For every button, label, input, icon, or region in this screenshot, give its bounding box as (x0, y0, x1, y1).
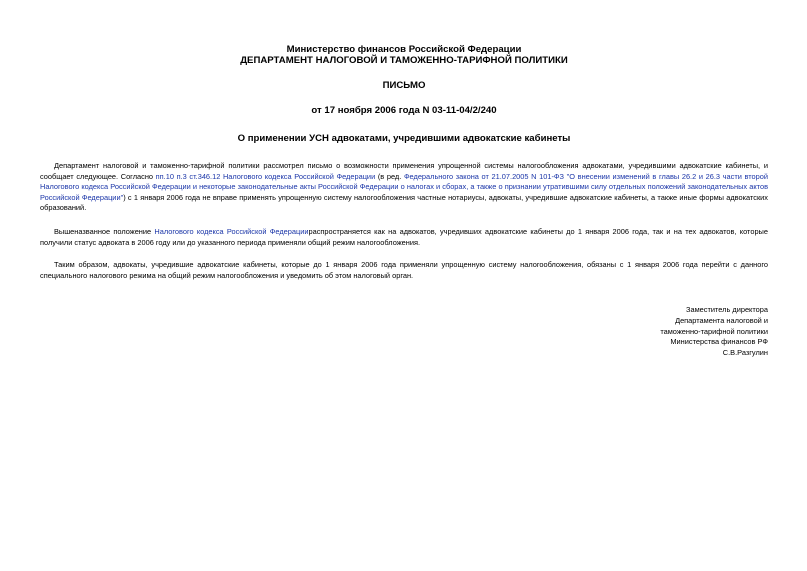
signature-line-3: таможенно-тарифной политики (660, 326, 768, 336)
paragraph-2-text-a: Вышеназванное положение (54, 226, 155, 236)
paragraph-1-text-a: Департамент налоговой и таможенно-тарифной политики рассмотрел письмо о возможности применения упрощенной системы налогообложения адвокатами, учредившими адвокатские кабинеты, и сообщает следующее. Согласно (40, 161, 768, 181)
paragraph-1-text-c: ) с 1 января 2006 года не вправе применять упрощенную систему налогообложения частные нотариусы, адвокаты, учредившие адвокатские кабинеты, а также иные формы адвокатских образований. (40, 192, 768, 213)
paragraph-2 (40, 227, 768, 248)
link-tax-code[interactable]: Налогового кодекса Российской Федерации (154, 226, 309, 236)
paragraph-2-text-b: распространяется как на адвокатов, учредивших адвокатские кабинеты до 1 января 2006 года, так и на тех адвокатов, которые получили статус адвоката в 2006 году или до указанного периода применяли общий режим налогообложения. (40, 226, 768, 247)
signature-line-1: Заместитель директора (686, 305, 768, 315)
link-federal-law-101-fz[interactable]: Федерального закона от 21.07.2005 N 101-ФЗ "О внесении изменений в главы 26.2 и 26.3 части второй Налогового кодекса Российской Федерации и некоторые законодательные акты Российской Федерации о налогах и сборах, а также о признании утратившими силу отдельных положений законодательных актов Российской Федерации" (40, 171, 768, 202)
document-body (40, 161, 768, 281)
paragraph-3-text: Таким образом, адвокаты, учредившие адвокатские кабинеты, которые до 1 января 2006 года применяли упрощенную систему налогообложения, обязаны с 1 января 2006 года перейти с данного специального налогового режима на общий режим налогообложения и уведомить об этом налоговый орган. (40, 260, 768, 280)
document-page (40, 44, 768, 358)
document-date-number: от 17 ноября 2006 года N 03-11-04/2/240 (311, 105, 497, 116)
signature-line-4: Министерства финансов РФ (670, 337, 768, 347)
paragraph-3 (40, 260, 768, 281)
document-subject: О применении УСН адвокатами, учредившими адвокатские кабинеты (237, 133, 571, 144)
paragraph-1-text-b: (в ред. (375, 171, 404, 181)
ministry-name: Министерство финансов Российской Федерации (286, 44, 522, 55)
document-header (40, 44, 768, 144)
signature-block (40, 305, 768, 358)
signature-line-2: Департамента налоговой и (675, 315, 768, 325)
department-name: ДЕПАРТАМЕНТ НАЛОГОВОЙ И ТАМОЖЕННО-ТАРИФНОЙ ПОЛИТИКИ (240, 55, 568, 66)
link-tax-code-article-346-12[interactable]: пп.10 п.3 ст.346.12 Налогового кодекса Российской Федерации (155, 171, 376, 181)
document-type: ПИСЬМО (382, 80, 426, 91)
paragraph-1 (40, 161, 768, 214)
signature-name: С.В.Разгулин (722, 347, 768, 357)
